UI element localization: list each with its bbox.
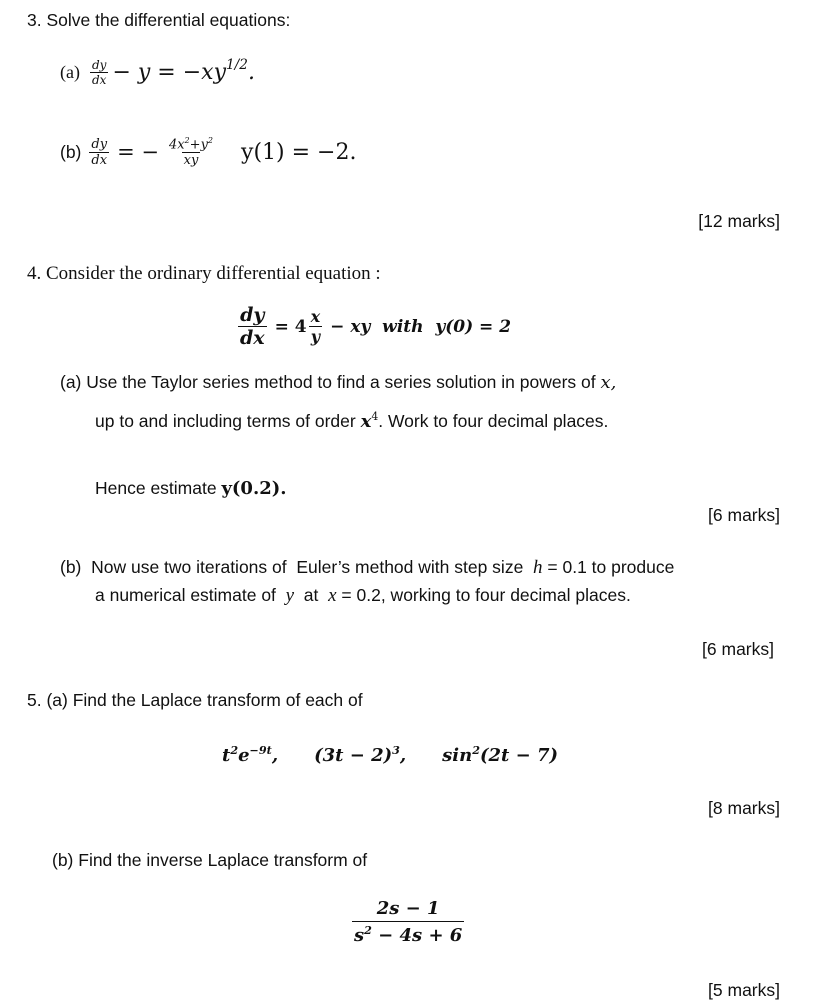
q4b-line1-h: h (533, 557, 543, 578)
q3b-dx: dx (91, 152, 108, 168)
q3b-equals: = − (117, 140, 159, 165)
q4b-line1 (60, 557, 674, 579)
q5a-t1-eexp: −9t (249, 744, 272, 757)
q3b-equation (60, 136, 356, 168)
q3a-derivative (90, 58, 108, 87)
q3b-den: xy (183, 153, 199, 169)
q5b-denominator (352, 921, 464, 946)
q3b-num-exp2: 2 (207, 136, 214, 145)
q4a-line3 (95, 478, 287, 499)
q5b-fraction-wrap (352, 898, 464, 946)
q3a-end: . (247, 60, 255, 85)
q4b-line2-post: = 0.2, working to four decimal places. (336, 585, 631, 605)
q3a-exponent: 1/2 (226, 56, 248, 73)
q3a-rest: − y = −xy (112, 60, 226, 85)
q5a-t1-sep: , (271, 745, 279, 766)
q4b-line2-y: y (285, 585, 295, 606)
q5a-t1-exp: 2 (230, 744, 239, 757)
q3b-num-exp1: 2 (184, 136, 190, 145)
q3a-dy: dy (91, 58, 107, 72)
q4a-line1 (60, 372, 616, 393)
q5b-numerator: 2s − 1 (376, 898, 440, 919)
q3b-fraction (167, 136, 215, 168)
q5b-den-exp: 2 (364, 924, 372, 937)
q4a-line2-x: x (360, 410, 372, 432)
q5a-marks: [8 marks] (708, 798, 780, 818)
q4b-line1-post: = 0.1 to produce (542, 557, 675, 577)
q4a-line3-math: y(0.2). (221, 478, 287, 499)
q5a-term2 (314, 744, 406, 766)
q3-marks: [12 marks] (698, 211, 780, 231)
q3a-label: (a) (60, 62, 80, 82)
q4a-line2-post: . Work to four decimal places. (378, 410, 609, 431)
q4-dx: dx (240, 327, 265, 349)
q4-derivative (238, 304, 267, 349)
q5a-t2-exp: 3 (392, 744, 400, 757)
q3a-equation (60, 58, 255, 87)
q5a-t1-e: e (238, 745, 250, 766)
q5a-term1 (222, 744, 278, 766)
q3b-dy: dy (91, 136, 108, 152)
q5a-t2-sep: , (399, 745, 407, 766)
q5a-t1-base: t (222, 745, 231, 766)
q4-rest: − xy with y(0) = 2 (330, 316, 512, 337)
q4b-line2 (95, 585, 631, 607)
q4b-marks: [6 marks] (702, 639, 774, 659)
q4a-line2-exp: 4 (371, 410, 379, 423)
q5b-title: (b) Find the inverse Laplace transform of (52, 850, 368, 870)
q4-x: x (310, 307, 321, 326)
q4a-line2 (95, 410, 608, 432)
q4-y: y (310, 327, 321, 346)
q4a-line3-text: Hence estimate (95, 478, 222, 498)
q3b-condition: y(1) = −2. (241, 139, 357, 165)
q4-title: 4. Consider the ordinary differential equation : (27, 263, 381, 284)
q5b-marks: [5 marks] (708, 980, 780, 1000)
q5a-term3 (442, 744, 558, 766)
q4a-line2-text: up to and including terms of order (95, 410, 361, 431)
q5-title: 5. (a) Find the Laplace transform of each of (27, 690, 363, 710)
q3b-derivative (89, 137, 109, 168)
q4-equation (238, 304, 511, 349)
q4-dy: dy (240, 304, 265, 326)
q5b-den-s: s (354, 925, 365, 946)
q3b-num-plus: +y (189, 137, 208, 153)
q4b-line2-x: x (328, 585, 337, 606)
q5b-fraction (352, 898, 464, 946)
q5b-den-rest: − 4s + 6 (371, 925, 463, 946)
q4b-line1-text: (b) Now use two iterations of Euler’s method with step size (60, 557, 534, 577)
q5a-t3-base: sin (442, 745, 473, 766)
q4-xy-fraction (309, 307, 323, 346)
q5a-t3-arg: (2t − 7) (479, 745, 558, 766)
q4b-line2-mid: at (294, 585, 329, 605)
q3a-dx: dx (91, 73, 107, 87)
q5a-expressions (222, 744, 558, 766)
q4a-marks: [6 marks] (708, 505, 780, 525)
q3b-num-main: 4x (168, 137, 185, 153)
q4-eq4: = 4 (274, 316, 307, 337)
q4a-line1-var: x, (600, 372, 617, 393)
q4a-line1-text: (a) Use the Taylor series method to find a series solution in powers of (60, 372, 601, 392)
q3-title: 3. Solve the differential equations: (27, 10, 291, 30)
q3b-label: (b) (60, 141, 82, 162)
q5a-t2-base: (3t − 2) (314, 745, 393, 766)
q4b-line2-text: a numerical estimate of (95, 585, 286, 605)
q5a-t3-exp: 2 (472, 744, 480, 757)
